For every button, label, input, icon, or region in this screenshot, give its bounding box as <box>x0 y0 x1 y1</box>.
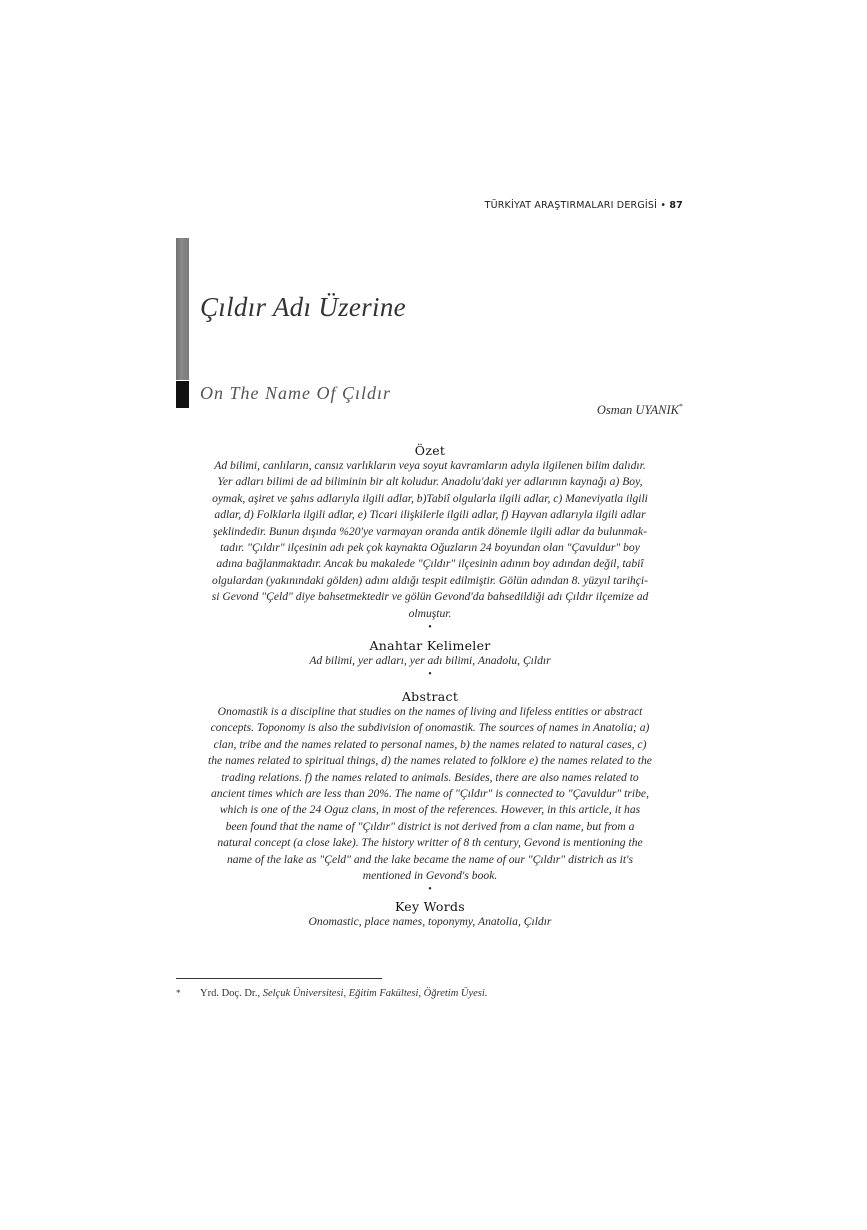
footnote-title: Yrd. Doç. Dr., <box>200 988 263 999</box>
ozet-heading: Özet <box>414 443 446 458</box>
footnote-mark: * <box>176 988 181 998</box>
keywords-text: Onomastic, place names, toponymy, Anatolia, Çıldır <box>308 915 552 928</box>
ozet-line: olgulardan (yakınındaki gölden) adını aldığı tespit edilmiştir. Gölün adından 8. yüzyıl tarihçi- <box>212 573 648 587</box>
author-footnote-mark: * <box>679 402 683 411</box>
footnote <box>176 988 696 999</box>
abstract-section <box>176 689 684 896</box>
abstract-body <box>176 704 684 884</box>
footnote-rule <box>176 978 382 979</box>
title-accent-bar <box>176 238 189 380</box>
abstract-line: clan, tribe and the names related to personal names, b) the names related to natural cases, c) <box>213 737 647 751</box>
anahtar-heading: Anahtar Kelimeler <box>369 638 491 653</box>
ozet-body <box>176 458 684 622</box>
ozet-line: olmuştur. <box>408 606 452 620</box>
abstract-line: ancient times which are less than 20%. The name of "Çıldır" is connected to "Çavuldur" tribe, <box>211 787 649 801</box>
ozet-line: si Gevond "Çeld" diye bahsetmektedir ve gölün Gevond'da bahsedildiği adı Çıldır ilçemize ad <box>211 590 649 604</box>
separator-bullet: • <box>428 669 432 681</box>
ozet-line: Yer adları bilimi de ad biliminin bir alt koludur. Anadolu'daki yer adlarının kaynağı a) Boy, <box>217 475 643 489</box>
abstract-line: trading relations. f) the names related to animals. Besides, there are also names related to <box>221 770 639 784</box>
anahtar-text: Ad bilimi, yer adları, yer adı bilimi, Anadolu, Çıldır <box>309 654 551 667</box>
abstract-line: concepts. Toponomy is also the subdivision of onomastik. The sources of names in Anatolia; a) <box>210 721 650 735</box>
keywords-section <box>176 899 684 930</box>
ozet-line: adlar, d) Folklarla ilgili adlar, e) Ticari ilişkilerle ilgili adlar, f) Hayvan adlarıyla ilgili adlar <box>214 508 646 522</box>
abstract-heading: Abstract <box>401 689 459 704</box>
running-head <box>420 200 683 211</box>
journal-name: TÜRKİYAT ARAŞTIRMALARI DERGİSİ • <box>484 200 670 211</box>
abstract-line: the names related to spiritual things, d) the names related to folklore e) the names related to the <box>208 754 652 768</box>
ozet-section <box>176 443 684 634</box>
ozet-line: Ad bilimi, canlıların, cansız varlıkların veya soyut kavramların adıyla ilgilenen bilim dalıdır. <box>214 459 646 472</box>
separator-bullet: • <box>428 884 432 896</box>
abstract-line: which is one of the 24 Oguz clans, in most of the references. However, in this article, it has <box>219 803 641 817</box>
anahtar-section <box>176 638 684 681</box>
footnote-affiliation: Selçuk Üniversitesi, Eğitim Fakültesi, Öğretim Üyesi. <box>262 988 488 999</box>
article-subtitle: On The Name Of Çıldır <box>200 383 392 403</box>
author-name <box>520 402 683 418</box>
separator-bullet: • <box>428 622 432 634</box>
abstract-line: mentioned in Gevond's book. <box>362 869 498 883</box>
author-label: Osman UYANIK <box>596 403 679 418</box>
subtitle-accent-bar <box>176 381 189 408</box>
ozet-line: tadır. "Çıldır" ilçesinin adı pek çok kaynakta Oğuzların 24 boyundan olan "Çavuldur" boy <box>220 541 640 555</box>
ozet-line: adına bağlanmaktadır. Ancak bu makalede "Çıldır" ilçesinin adının boy adından değil, tabiî <box>216 557 644 571</box>
keywords-heading: Key Words <box>394 899 466 914</box>
ozet-line: şeklindedir. Bunun dışında %20'ye varmayan oranda antik dönemle ilgili adlar da bulunmak- <box>213 524 647 538</box>
abstract-line: natural concept (a close lake). The history writter of 8 th century, Gevond is mentioning the <box>217 836 643 850</box>
article-title: Çıldır Adı Üzerine <box>200 292 406 322</box>
abstract-line: name of the lake as "Çeld" and the lake became the name of our "Çıldır" districh as it's <box>226 852 634 866</box>
page-number: 87 <box>669 200 683 211</box>
abstract-line: been found that the name of "Çıldır" district is not derived from a clan name, but from a <box>225 819 635 833</box>
ozet-line: oymak, aşiret ve şahıs adlarıyla ilgili adlar, b)Tabiî olgularla ilgili adlar, c) Maneviyatla ilgili <box>212 491 648 505</box>
abstract-line: Onomastik is a discipline that studies on the names of living and lifeless entities or abstract <box>217 705 643 718</box>
